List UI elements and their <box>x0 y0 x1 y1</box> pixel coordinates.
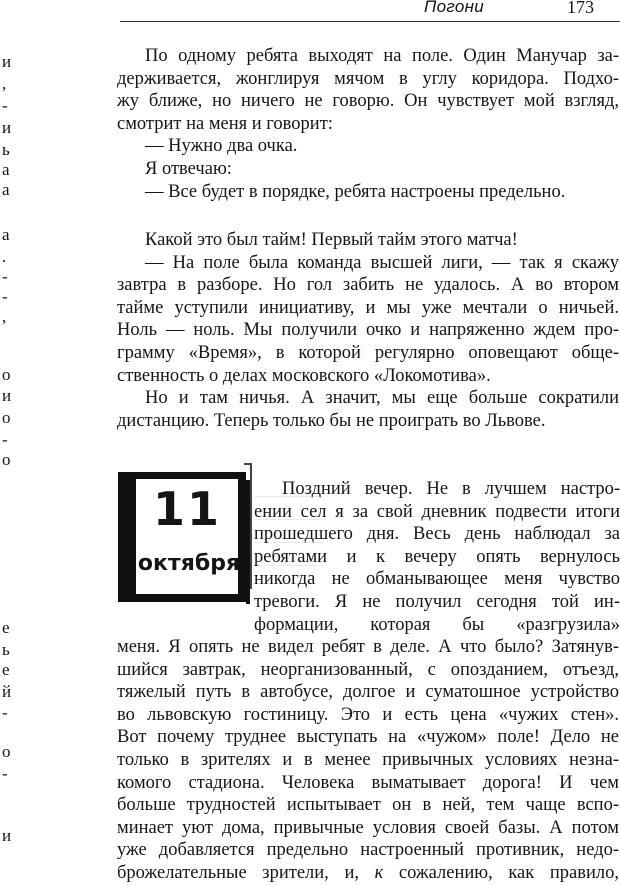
paragraph-line: Какой это был тайм! Первый тайм этого матча! <box>145 230 518 250</box>
margin-fragment: ь <box>2 640 10 659</box>
margin-fragment: о <box>2 742 11 761</box>
paragraph-line: — На поле была команда высшей лиги, — так я скажу <box>145 252 619 273</box>
margin-fragment: - <box>2 764 8 783</box>
paragraph-line: во львовскую гостиницу. Это и есть цена «чужих стен». <box>117 704 619 725</box>
paragraph-line: дистанцию. Теперь только бы не проиграть во Львове. <box>117 410 546 431</box>
header-rule <box>120 21 620 22</box>
margin-fragment: а <box>2 225 10 244</box>
paragraph-block-1 <box>117 45 619 203</box>
margin-fragment: а <box>2 160 10 179</box>
paragraph-line: грамму «Время», в которой регулярно оповещают обще- <box>117 342 619 363</box>
margin-fragment: о <box>2 408 11 427</box>
date-box-inner <box>126 479 241 594</box>
paragraph-block-3 <box>117 636 619 885</box>
paragraph-line: завтра в разборе. Но гол забить не удалось. А во втором <box>117 275 619 296</box>
paragraph-line: больше трудностей испытывает он в ней, тем чаще вспо- <box>117 795 619 816</box>
dialogue-line: — Нужно два очка. <box>145 136 298 157</box>
margin-fragment: ь <box>2 140 10 159</box>
margin-fragment: и <box>2 52 12 71</box>
date-box <box>118 472 246 602</box>
margin-fragment: . <box>2 247 7 266</box>
paragraph-line: тяжелый путь в автобусе, долгое и суматошное устройство <box>117 682 619 703</box>
margin-fragment: и <box>2 826 12 845</box>
date-day: 11 <box>152 482 221 536</box>
paragraph-line: минает уют дома, привычные условия своей базы. А потом <box>117 817 619 838</box>
paragraph-line: держивается, жонглируя мячом в углу коридора. Подхо- <box>117 68 619 89</box>
paragraph-line: тревоги. Я не получил сегодня той ин- <box>254 591 620 612</box>
margin-fragment: - <box>2 703 8 722</box>
paragraph-line: меня. Я опять не видел ребят в деле. А что было? Затянув- <box>117 637 619 657</box>
wrapped-paragraph <box>254 478 620 636</box>
paragraph-line: ребятами и к вечеру опять вернулось <box>254 546 620 567</box>
dialogue-line: — Все будет в порядке, ребята настроены предельно. <box>145 181 566 202</box>
date-month: октября <box>137 551 241 576</box>
text-run: брожелательные зрители, и, <box>117 862 375 883</box>
paragraph-line: формации, которая бы «разгрузила» <box>254 614 620 635</box>
paragraph-line: шийся завтрак, неорганизованный, с опозданием, отъезд, <box>117 659 619 680</box>
margin-fragment: - <box>2 430 8 449</box>
paragraph-line <box>117 862 619 885</box>
left-margin-bleed-column <box>0 0 20 851</box>
dialogue-line: Я отвечаю: <box>145 158 232 179</box>
margin-fragment: , <box>2 307 7 326</box>
margin-fragment: й <box>2 682 12 701</box>
text-run: сожалению, как правило, <box>383 862 619 883</box>
paragraph-line: прошедшего дня. Весь день наблюдал за <box>254 524 620 545</box>
margin-fragment: а <box>2 180 10 199</box>
paragraph-line: тайме уступили инициативу, и мы уже мечтали о ничьей. <box>117 297 619 318</box>
margin-fragment: е <box>2 660 10 679</box>
paragraph-line: ении сел я за свой дневник подвести итоги <box>254 501 620 522</box>
paragraph-line: Ноль — ноль. Мы получили очко и напряженно ждем про- <box>117 320 619 341</box>
margin-fragment: о <box>2 365 11 384</box>
margin-fragment: о <box>2 450 11 469</box>
paragraph-line: По одному ребята выходят на поле. Один Манучар за- <box>145 46 619 66</box>
margin-fragment: , <box>2 74 7 93</box>
running-title: Погони <box>424 0 485 16</box>
margin-fragment: - <box>2 96 8 115</box>
paragraph-block-2 <box>117 229 619 432</box>
paragraph-line: только в зрителях и в менее привычных условиях незна- <box>117 749 619 770</box>
page-number: 173 <box>567 0 594 17</box>
margin-fragment: е <box>2 618 10 637</box>
paragraph-line: комого стадиона. Человека выматывает дорога! И чем <box>117 772 619 793</box>
paragraph-line: жу ближе, но ничего не говорю. Он чувствует мой взгляд, <box>117 91 619 112</box>
paragraph-line: уже добавляется предельно настроенный противник, недо- <box>117 840 619 861</box>
page-header <box>0 0 620 26</box>
margin-fragment: - <box>2 267 8 286</box>
paragraph-line: Поздний вечер. Не в лучшем настро- <box>282 479 620 499</box>
paragraph-line: смотрит на меня и говорит: <box>117 113 333 134</box>
date-box-shadow <box>246 480 250 604</box>
margin-fragment: и <box>2 386 12 405</box>
margin-fragment: - <box>2 287 8 306</box>
paragraph-line: никогда не обманывающее меня чувство <box>254 569 620 590</box>
paragraph-line: ственность о делах московского «Локомотива». <box>117 365 491 386</box>
paragraph-line: Но и там ничья. А значит, мы еще больше сократили <box>145 388 619 409</box>
italic-text-run: к <box>374 862 384 883</box>
margin-fragment: и <box>2 118 12 137</box>
paragraph-line: Вот почему труднее выступать на «чужом» поле! Дело не <box>117 727 619 748</box>
